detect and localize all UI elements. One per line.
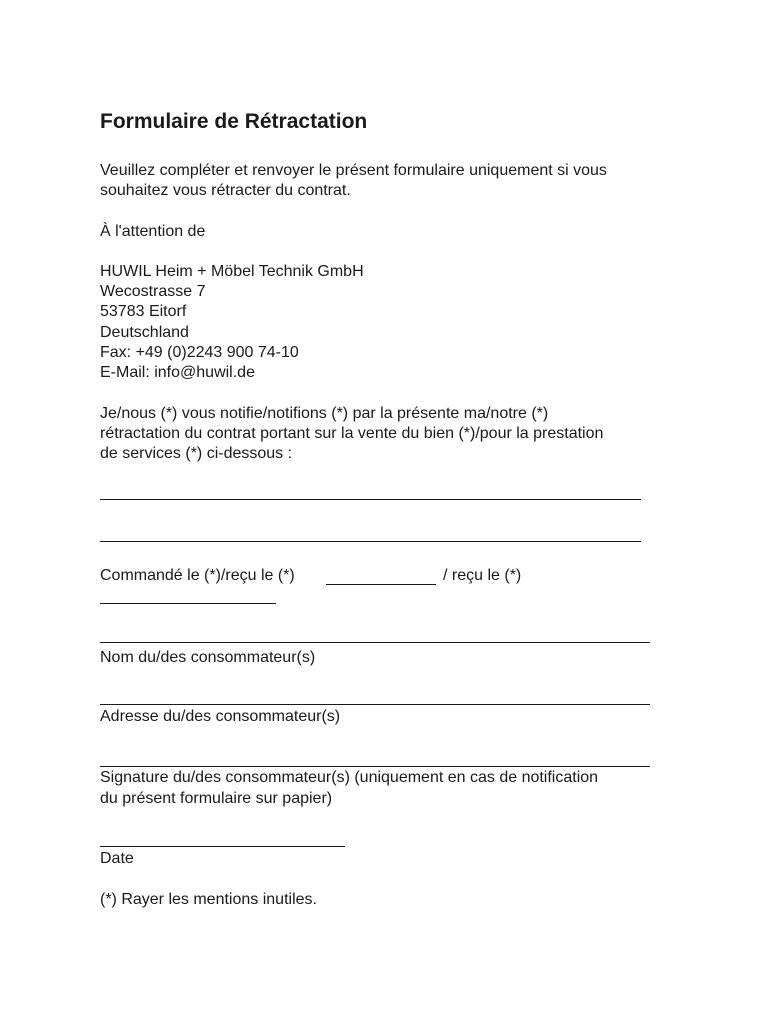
consumer-name-line[interactable] xyxy=(100,642,650,643)
attention-label: À l'attention de xyxy=(100,223,206,240)
notice-text-line-2: rétractation du contrat portant sur la vente du bien (*)/pour la prestation xyxy=(100,425,604,442)
ordered-date-line[interactable] xyxy=(326,584,436,585)
consumer-name-label: Nom du/des consommateur(s) xyxy=(100,649,316,666)
date-label: Date xyxy=(100,850,134,867)
notice-text-line-3: de services (*) ci-dessous : xyxy=(100,445,293,462)
intro-text-line-2: souhaitez vous rétracter du contrat. xyxy=(100,182,351,199)
recipient-email: E-Mail: info@huwil.de xyxy=(100,364,255,381)
form-title: Formulaire de Rétractation xyxy=(100,110,368,133)
date-line[interactable] xyxy=(100,846,345,847)
ordered-prefix: Commandé le (*)/reçu le (*) xyxy=(100,567,295,584)
recipient-country: Deutschland xyxy=(100,324,189,341)
goods-line-1[interactable] xyxy=(100,499,641,500)
recipient-street: Wecostrasse 7 xyxy=(100,283,206,300)
received-date-line[interactable] xyxy=(100,603,276,604)
goods-line-2[interactable] xyxy=(100,541,641,542)
consumer-address-line[interactable] xyxy=(100,704,650,705)
signature-line[interactable] xyxy=(100,766,650,767)
notice-text-line-1: Je/nous (*) vous notifie/notifions (*) par la présente ma/notre (*) xyxy=(100,405,549,422)
recipient-company: HUWIL Heim + Möbel Technik GmbH xyxy=(100,263,364,280)
recipient-fax: Fax: +49 (0)2243 900 74-10 xyxy=(100,344,299,361)
recipient-city: 53783 Eitorf xyxy=(100,303,187,320)
signature-label-line-1: Signature du/des consommateur(s) (uniquement en cas de notification xyxy=(100,769,599,786)
signature-label-line-2: du présent formulaire sur papier) xyxy=(100,790,333,807)
intro-text-line-1: Veuillez compléter et renvoyer le présent formulaire uniquement si vous xyxy=(100,162,607,179)
consumer-address-label: Adresse du/des consommateur(s) xyxy=(100,708,341,725)
ordered-suffix: / reçu le (*) xyxy=(443,567,522,584)
footnote: (*) Rayer les mentions inutiles. xyxy=(100,891,317,908)
